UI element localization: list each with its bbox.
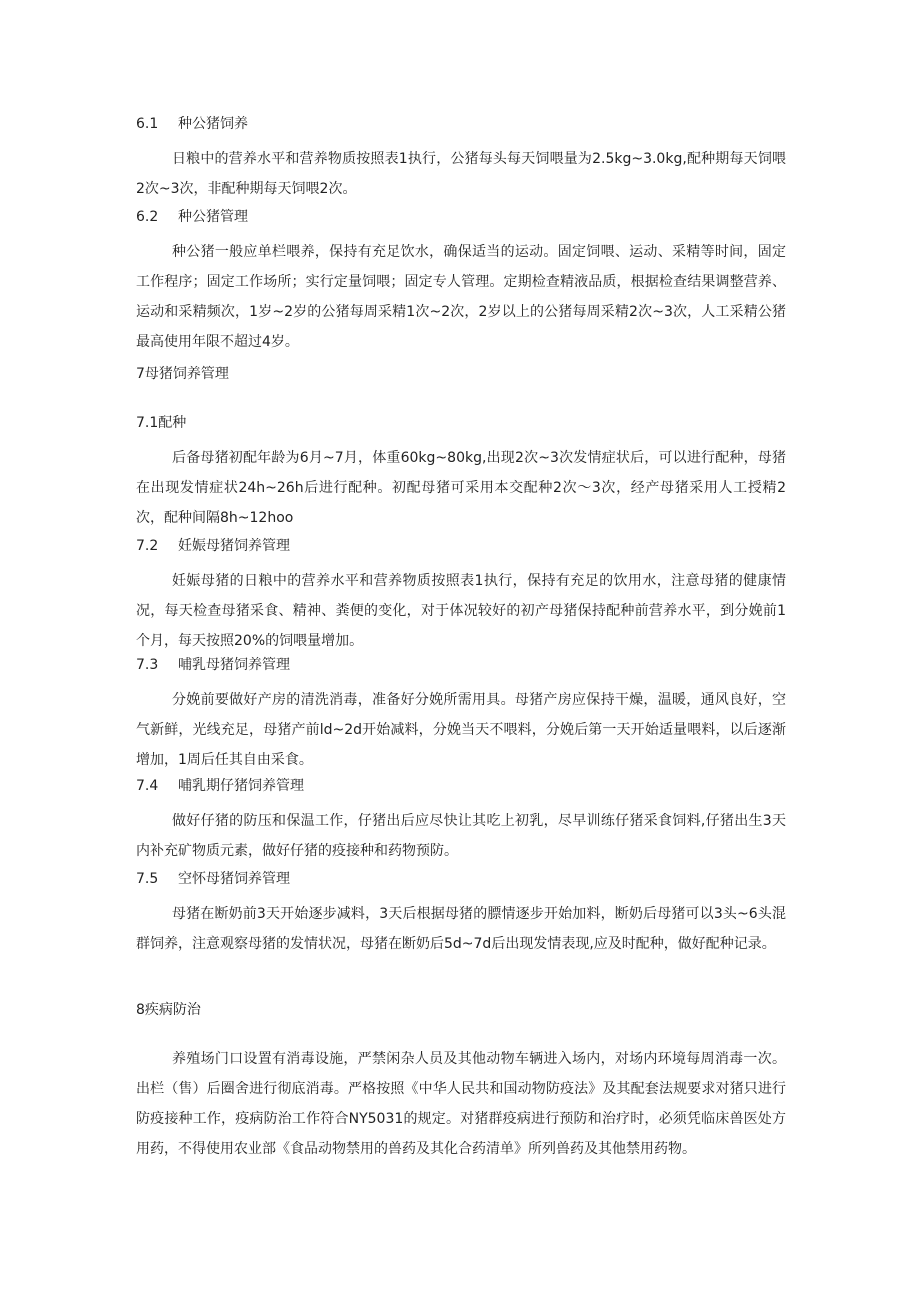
section-heading-7-1 xyxy=(136,413,186,433)
section-title: 哺乳母猪饲养管理 xyxy=(178,657,290,673)
paragraph-breeding: 后备母猪初配年龄为6月~7月，体重60kg~80kg,出现2次~3次发情症状后，可以进行配种，母猪在出现发情症状24h~26h后进行配种。初配母猪可采用本交配种2次～3次，经产母猪采用人工授精2次，配种间隔8h~12hoo xyxy=(136,450,786,526)
section-number: 7.5 xyxy=(136,871,159,887)
section-number: 7.2 xyxy=(136,538,159,554)
section-title: 疾病防治 xyxy=(144,1002,201,1018)
section-number: 7.4 xyxy=(136,778,159,794)
paragraph-boar-feeding: 日粮中的营养水平和营养物质按照表1执行，公猪每头每天饲喂量为2.5kg~3.0kg,配种期每天饲喂2次~3次，非配种期每天饲喂2次。 xyxy=(136,151,786,197)
section-title: 种公猪饲养 xyxy=(178,116,248,132)
section-heading-7-3 xyxy=(136,655,290,675)
section-title: 妊娠母猪饲养管理 xyxy=(178,538,290,554)
paragraph-boar-management: 种公猪一般应单栏喂养，保持有充足饮水，确保适当的运动。固定饲喂、运动、采精等时间，固定工作程序；固定工作场所；实行定量饲喂；固定专人管理。定期检查精液品质，根据检查结果调整营养、运动和采精频次，1岁~2岁的公猪每周采精1次~2次，2岁以上的公猪每周采精2次~3次，人工采精公猪最高使用年限不超过4岁。 xyxy=(136,244,786,350)
section-title: 种公猪管理 xyxy=(178,209,248,225)
section-number: 6.1 xyxy=(136,116,159,132)
paragraph-pregnant-sow: 妊娠母猪的日粮中的营养水平和营养物质按照表1执行，保持有充足的饮用水，注意母猪的健康情况，每天检查母猪采食、精神、粪便的变化，对于体况较好的初产母猪保持配种前营养水平，到分娩前1个月，每天按照20%的饲喂量增加。 xyxy=(136,573,786,649)
section-number: 7.1 xyxy=(136,415,159,431)
section-heading-7-5 xyxy=(136,869,290,889)
section-number: 6.2 xyxy=(136,209,159,225)
section-number: 7 xyxy=(136,366,145,382)
paragraph-disease-control: 养殖场门口设置有消毒设施，严禁闲杂人员及其他动物车辆进入场内，对场内环境每周消毒一次。出栏（售）后圈舍进行彻底消毒。严格按照《中华人民共和国动物防疫法》及其配套法规要求对猪只进行防疫接种工作，疫病防治工作符合NY5031的规定。对猪群疫病进行预防和治疗时，必须凭临床兽医处方用药，不得使用农业部《食品动物禁用的兽药及其化合药清单》所列兽药及其他禁用药物。 xyxy=(136,1051,786,1157)
section-heading-7-2 xyxy=(136,536,290,556)
section-number: 8 xyxy=(136,1002,145,1018)
paragraph-lactating-sow: 分娩前要做好产房的清洗消毒，准备好分娩所需用具。母猪产房应保持干燥，温暖，通风良好，空气新鲜，光线充足，母猪产前ld~2d开始减料，分娩当天不喂料，分娩后第一天开始适量喂料，以后逐渐增加，1周后任其自由采食。 xyxy=(136,692,786,768)
section-title: 哺乳期仔猪饲养管理 xyxy=(178,778,304,794)
paragraph-piglet: 做好仔猪的防压和保温工作，仔猪出后应尽快让其吃上初乳，尽早训练仔猪采食饲料,仔猪出生3天内补充矿物质元素，做好仔猪的疫接种和药物预防。 xyxy=(136,813,786,859)
section-title: 配种 xyxy=(158,415,187,431)
section-heading-8 xyxy=(136,1000,201,1020)
section-heading-6-2 xyxy=(136,207,248,227)
section-heading-7 xyxy=(136,364,229,384)
paragraph-empty-sow: 母猪在断奶前3天开始逐步减料，3天后根据母猪的膘情逐步开始加料，断奶后母猪可以3头~6头混群饲养，注意观察母猪的发情状况，母猪在断奶后5d~7d后出现发情表现,应及时配种，做好配种记录。 xyxy=(136,906,786,952)
section-title: 母猪饲养管理 xyxy=(144,366,229,382)
section-heading-6-1 xyxy=(136,114,248,134)
section-heading-7-4 xyxy=(136,776,304,796)
section-number: 7.3 xyxy=(136,657,159,673)
section-title: 空怀母猪饲养管理 xyxy=(178,871,290,887)
